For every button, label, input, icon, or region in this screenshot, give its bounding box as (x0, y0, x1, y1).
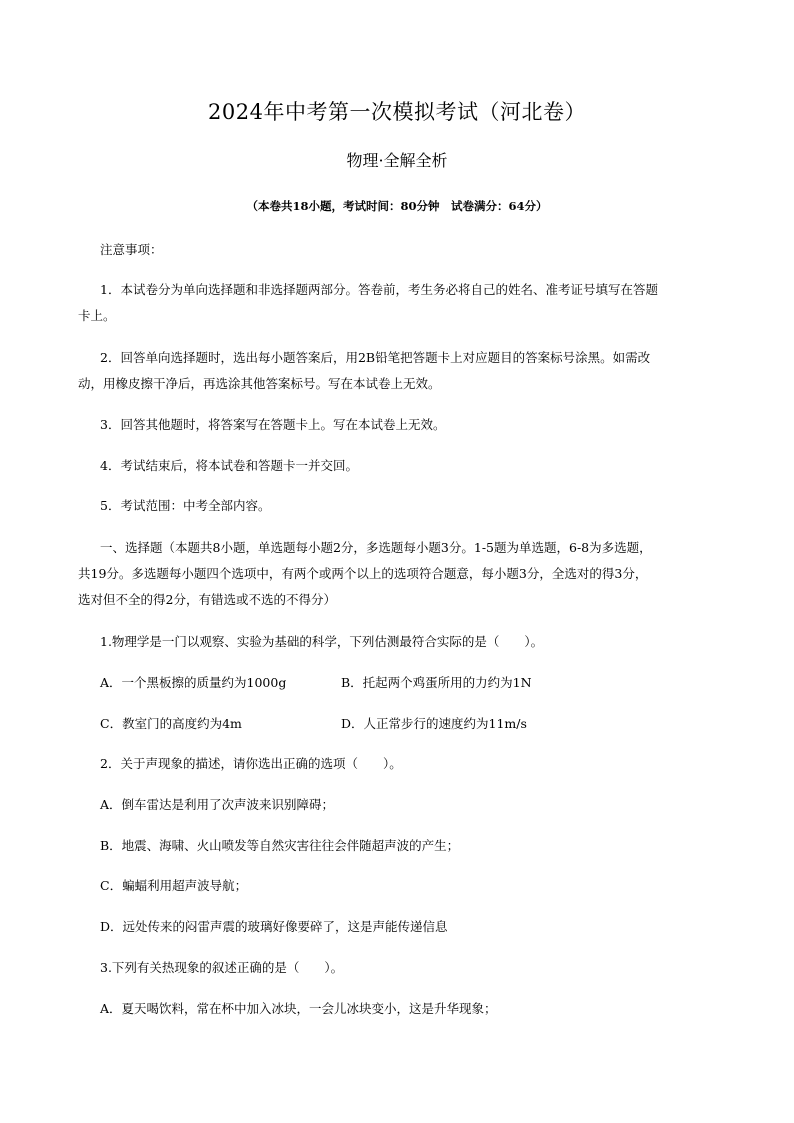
question-3-option-a: A．夏天喝饮料，常在杯中加入冰块，一会儿冰块变小，这是升华现象； (100, 1001, 497, 1016)
question-2-option-d: D．远处传来的闷雷声震的玻璃好像要碎了，这是声能传递信息 (100, 919, 448, 934)
notice-item-2-line1: 2．回答单向选择题时，选出每小题答案后，用2B铅笔把答题卡上对应题目的答案标号涂黑。如需改 (100, 350, 651, 365)
section-heading-line1: 一、选择题（本题共8小题，单选题每小题2分，多选题每小题3分。1-5题为单选题，6-8为多选题， (100, 540, 652, 555)
question-1-option-c: C．教室门的高度约为4m (100, 716, 242, 731)
notice-item-5: 5．考试范围：中考全部内容。 (100, 498, 271, 513)
section-heading-line2: 共19分。多选题每小题四个选项中，有两个或两个以上的选项符合题意，每小题3分，全选对的得3分， (78, 566, 648, 581)
notice-heading: 注意事项： (100, 242, 163, 257)
question-1-option-d: D．人正常步行的速度约为11m/s (341, 716, 527, 731)
notice-item-3: 3．回答其他题时，将答案写在答题卡上。写在本试卷上无效。 (100, 417, 446, 432)
document-subtitle: 物理·全解全析 (346, 151, 448, 170)
exam-info: （本卷共18小题，考试时间：80分钟 试卷满分：64分） (246, 199, 548, 213)
notice-item-1-line1: 1．本试卷分为单向选择题和非选择题两部分。答卷前，考生务必将自己的姓名、准考证号填写在答题 (100, 282, 658, 297)
notice-item-4: 4．考试结束后，将本试卷和答题卡一并交回。 (100, 458, 358, 473)
notice-item-1-line2: 卡上。 (78, 308, 116, 323)
question-1-option-b: B．托起两个鸡蛋所用的力约为1N (341, 675, 532, 690)
question-2-stem: 2．关于声现象的描述，请你选出正确的选项（ ）。 (100, 756, 402, 771)
question-2-option-c: C．蝙蝠利用超声波导航； (100, 878, 248, 893)
section-heading-line3: 选对但不全的得2分，有错选或不选的不得分） (78, 592, 336, 607)
question-1-option-a: A．一个黑板擦的质量约为1000g (100, 675, 287, 690)
question-2-option-b: B．地震、海啸、火山喷发等自然灾害往往会伴随超声波的产生； (100, 838, 460, 853)
notice-item-2-line2: 动，用橡皮擦干净后，再选涂其他答案标号。写在本试卷上无效。 (78, 376, 441, 391)
question-2-option-a: A．倒车雷达是利用了次声波来识别障碍； (100, 797, 335, 812)
question-1-stem: 1.物理学是一门以观察、实验为基础的科学，下列估测最符合实际的是（ ）。 (100, 634, 544, 649)
document-title: 2024年中考第一次模拟考试（河北卷） (208, 100, 586, 124)
question-3-stem: 3.下列有关热现象的叙述正确的是（ ）。 (100, 960, 344, 975)
